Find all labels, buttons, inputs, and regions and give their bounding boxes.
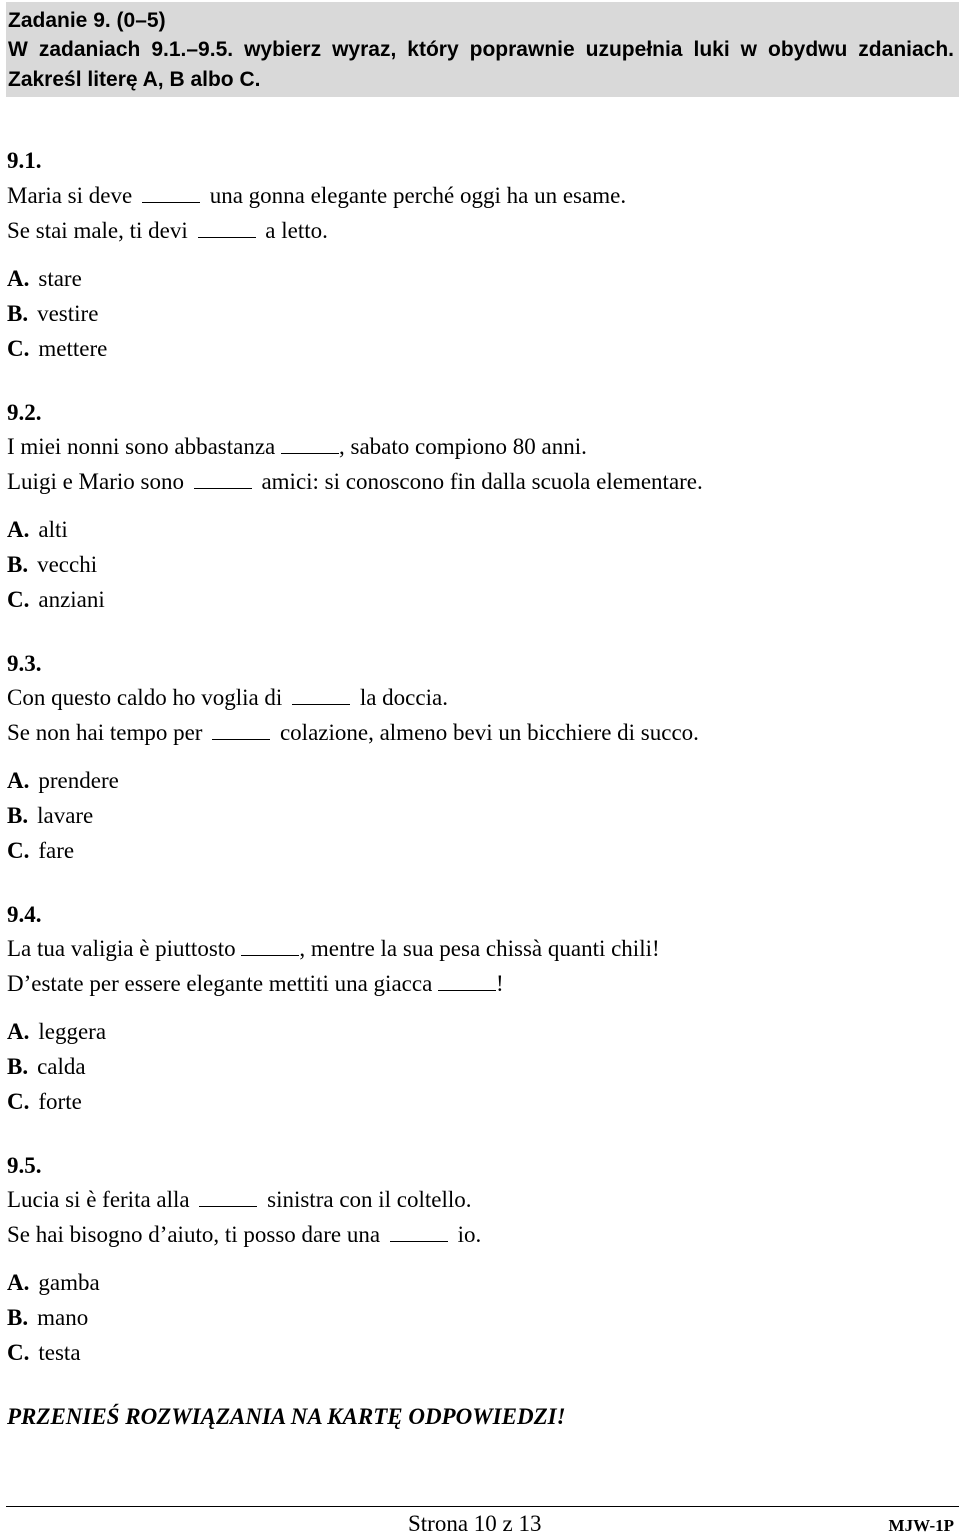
- option-a[interactable]: [7, 265, 82, 293]
- transfer-answers-note: PRZENIEŚ ROZWIĄZANIA NA KARTĘ ODPOWIEDZI!: [7, 1404, 566, 1429]
- option-letter: A.: [7, 768, 30, 793]
- task-number: 9.5.: [7, 1153, 42, 1178]
- option-letter: B.: [7, 1305, 29, 1330]
- gap-blank: [390, 1221, 448, 1242]
- option-letter: A.: [7, 517, 30, 542]
- option-letter: A.: [7, 1270, 30, 1295]
- gap-blank: [241, 935, 299, 956]
- sentence-text-before: Maria si deve: [7, 183, 133, 208]
- option-letter: A.: [7, 266, 30, 291]
- gap-blank: [142, 182, 200, 203]
- sentence-text-after: la doccia.: [359, 685, 448, 710]
- gap-blank: [292, 684, 350, 705]
- option-letter: C.: [7, 336, 30, 361]
- sentence-text-before: Lucia si è ferita alla: [7, 1187, 190, 1212]
- option-text: gamba: [38, 1270, 100, 1295]
- sentence-text-after: colazione, almeno bevi un bicchiere di succo.: [279, 720, 699, 745]
- gap-blank: [194, 468, 252, 489]
- option-letter: C.: [7, 1340, 30, 1365]
- sentence-text-before: D’estate per essere elegante mettiti una giacca: [7, 971, 433, 996]
- option-a[interactable]: [7, 516, 68, 544]
- sentence-text-before: Luigi e Mario sono: [7, 469, 184, 494]
- sentence-text-after: a letto.: [265, 218, 328, 243]
- option-letter: B.: [7, 301, 29, 326]
- option-text: leggera: [38, 1019, 107, 1044]
- sentence-text-after: , sabato compiono 80 anni.: [339, 434, 587, 459]
- sentence-1: [7, 935, 660, 963]
- task-number: 9.2.: [7, 400, 42, 425]
- option-text: calda: [37, 1054, 86, 1079]
- task-number: 9.3.: [7, 651, 42, 676]
- sentence-1: [7, 684, 448, 712]
- task-header: [6, 2, 959, 97]
- option-text: vestire: [37, 301, 99, 326]
- option-text: mettere: [38, 336, 108, 361]
- option-text: alti: [38, 517, 68, 542]
- document-code: MJW-1P: [888, 1516, 954, 1535]
- option-text: mano: [37, 1305, 89, 1330]
- sentence-text-before: Se non hai tempo per: [7, 720, 203, 745]
- option-letter: C.: [7, 587, 30, 612]
- option-c[interactable]: [7, 586, 105, 614]
- option-text: forte: [38, 1089, 82, 1114]
- sentence-text-before: Se stai male, ti devi: [7, 218, 188, 243]
- option-a[interactable]: [7, 1018, 106, 1046]
- option-text: anziani: [38, 587, 105, 612]
- footer-divider: [6, 1506, 959, 1507]
- option-letter: C.: [7, 838, 30, 863]
- option-b[interactable]: [7, 802, 93, 830]
- gap-blank: [212, 719, 270, 740]
- sentence-text-before: Se hai bisogno d’aiuto, ti posso dare una: [7, 1222, 381, 1247]
- option-text: testa: [38, 1340, 81, 1365]
- sentence-text-before: I miei nonni sono abbastanza: [7, 434, 276, 459]
- option-b[interactable]: [7, 1304, 88, 1332]
- page-number: Strona 10 z 13: [408, 1511, 542, 1536]
- option-letter: C.: [7, 1089, 30, 1114]
- sentence-1: [7, 1186, 472, 1214]
- option-c[interactable]: [7, 1088, 82, 1116]
- option-a[interactable]: [7, 767, 119, 795]
- sentence-text-after: , mentre la sua pesa chissà quanti chili!: [299, 936, 660, 961]
- gap-blank: [438, 970, 496, 991]
- gap-blank: [198, 217, 256, 238]
- task-instruction: W zadaniach 9.1.–9.5. wybierz wyraz, który poprawnie uzupełnia luki w obydwu zdaniach. Zakreśl literę A, B albo C.: [8, 38, 954, 91]
- sentence-text-after: sinistra con il coltello.: [267, 1187, 472, 1212]
- sentence-2: [7, 719, 699, 747]
- gap-blank: [281, 433, 339, 454]
- option-text: fare: [38, 838, 75, 863]
- sentence-2: [7, 468, 703, 496]
- option-b[interactable]: [7, 551, 97, 579]
- option-text: stare: [38, 266, 82, 291]
- task-number: 9.4.: [7, 902, 42, 927]
- option-c[interactable]: [7, 335, 107, 363]
- option-b[interactable]: [7, 1053, 86, 1081]
- sentence-text-after: !: [496, 971, 504, 996]
- option-letter: B.: [7, 1054, 29, 1079]
- sentence-text-after: una gonna elegante perché oggi ha un esame.: [209, 183, 627, 208]
- sentence-2: [7, 970, 504, 998]
- sentence-1: [7, 182, 626, 210]
- option-a[interactable]: [7, 1269, 100, 1297]
- option-b[interactable]: [7, 300, 98, 328]
- sentence-1: [7, 433, 587, 461]
- option-c[interactable]: [7, 1339, 81, 1367]
- sentence-text-after: amici: si conoscono fin dalla scuola elementare.: [261, 469, 703, 494]
- option-text: prendere: [38, 768, 119, 793]
- option-c[interactable]: [7, 837, 74, 865]
- task-number: 9.1.: [7, 148, 42, 173]
- sentence-text-before: La tua valigia è piuttosto: [7, 936, 236, 961]
- sentence-2: [7, 1221, 481, 1249]
- option-text: lavare: [37, 803, 94, 828]
- sentence-2: [7, 217, 328, 245]
- task-title: Zadanie 9. (0–5): [8, 9, 166, 32]
- gap-blank: [199, 1186, 257, 1207]
- option-letter: B.: [7, 803, 29, 828]
- sentence-text-after: io.: [457, 1222, 482, 1247]
- sentence-text-before: Con questo caldo ho voglia di: [7, 685, 283, 710]
- option-text: vecchi: [37, 552, 98, 577]
- option-letter: B.: [7, 552, 29, 577]
- option-letter: A.: [7, 1019, 30, 1044]
